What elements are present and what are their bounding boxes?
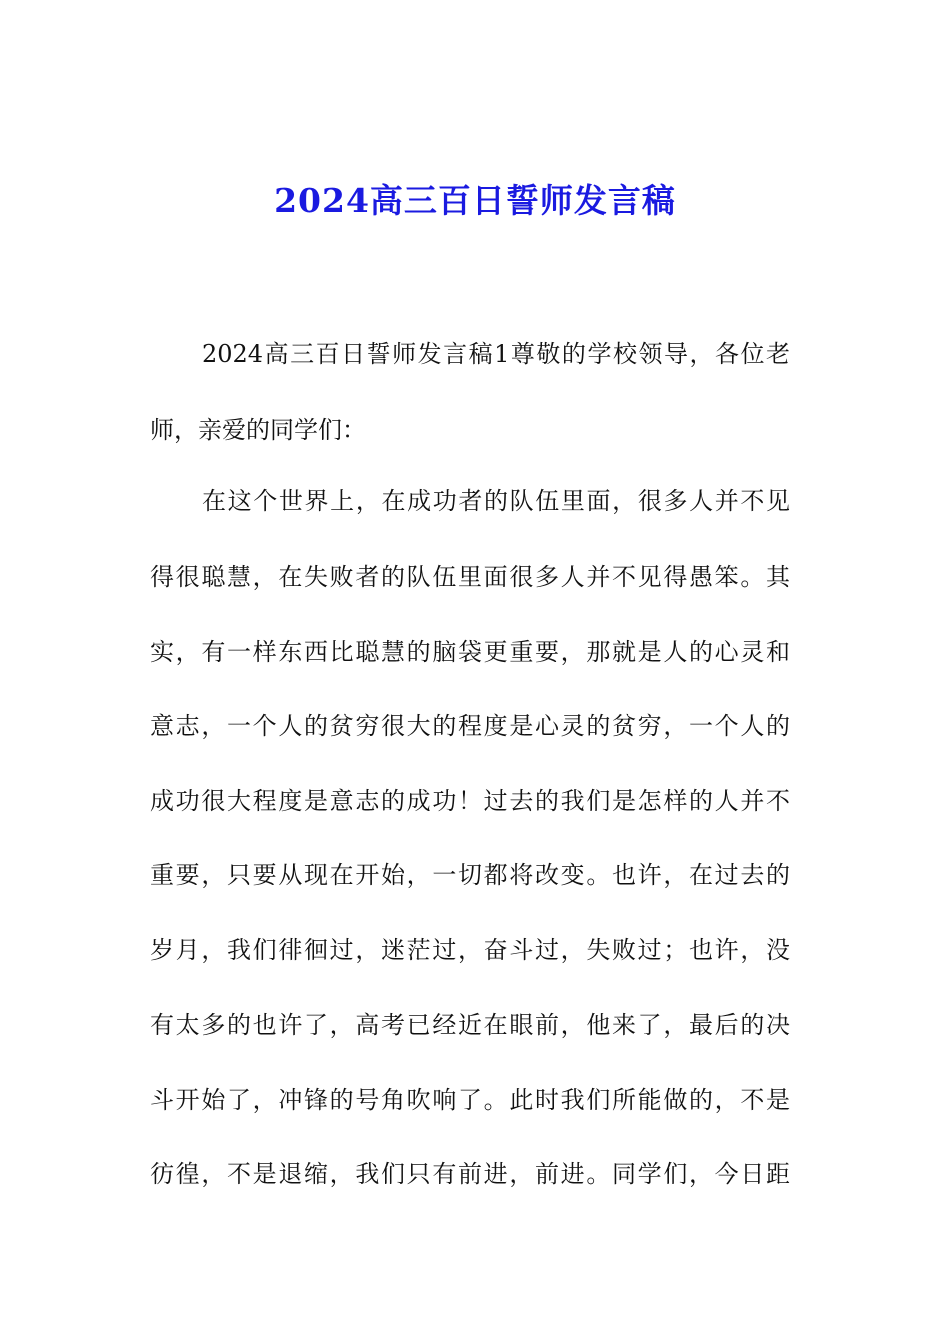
paragraph-2-line-10: 彷徨，不是退缩，我们只有前进，前进。同学们，今日距 bbox=[150, 1160, 790, 1188]
paragraph-2-line-1: 在这个世界上，在成功者的队伍里面，很多人并不见 bbox=[202, 487, 790, 515]
paragraph-2-line-6: 重要，只要从现在开始，一切都将改变。也许，在过去的 bbox=[150, 861, 790, 889]
paragraph-1-line-2: 师，亲爱的同学们： bbox=[150, 416, 366, 444]
paragraph-2-line-7: 岁月，我们徘徊过，迷茫过，奋斗过，失败过；也许，没 bbox=[150, 936, 790, 964]
paragraph-2-line-8: 有太多的也许了，高考已经近在眼前，他来了，最后的决 bbox=[150, 1011, 790, 1039]
paragraph-2-line-9: 斗开始了，冲锋的号角吹响了。此时我们所能做的，不是 bbox=[150, 1086, 790, 1114]
paragraph-2-line-4: 意志，一个人的贫穷很大的程度是心灵的贫穷，一个人的 bbox=[150, 712, 790, 740]
paragraph-2-line-2: 得很聪慧，在失败者的队伍里面很多人并不见得愚笨。其 bbox=[150, 563, 790, 591]
document-title: 2024高三百日誓师发言稿 bbox=[274, 181, 676, 220]
paragraph-1-line-1: 2024高三百日誓师发言稿1尊敬的学校领导，各位老 bbox=[202, 340, 790, 368]
paragraph-2-line-3: 实，有一样东西比聪慧的脑袋更重要，那就是人的心灵和 bbox=[150, 638, 790, 666]
paragraph-2-line-5: 成功很大程度是意志的成功！过去的我们是怎样的人并不 bbox=[150, 787, 790, 815]
